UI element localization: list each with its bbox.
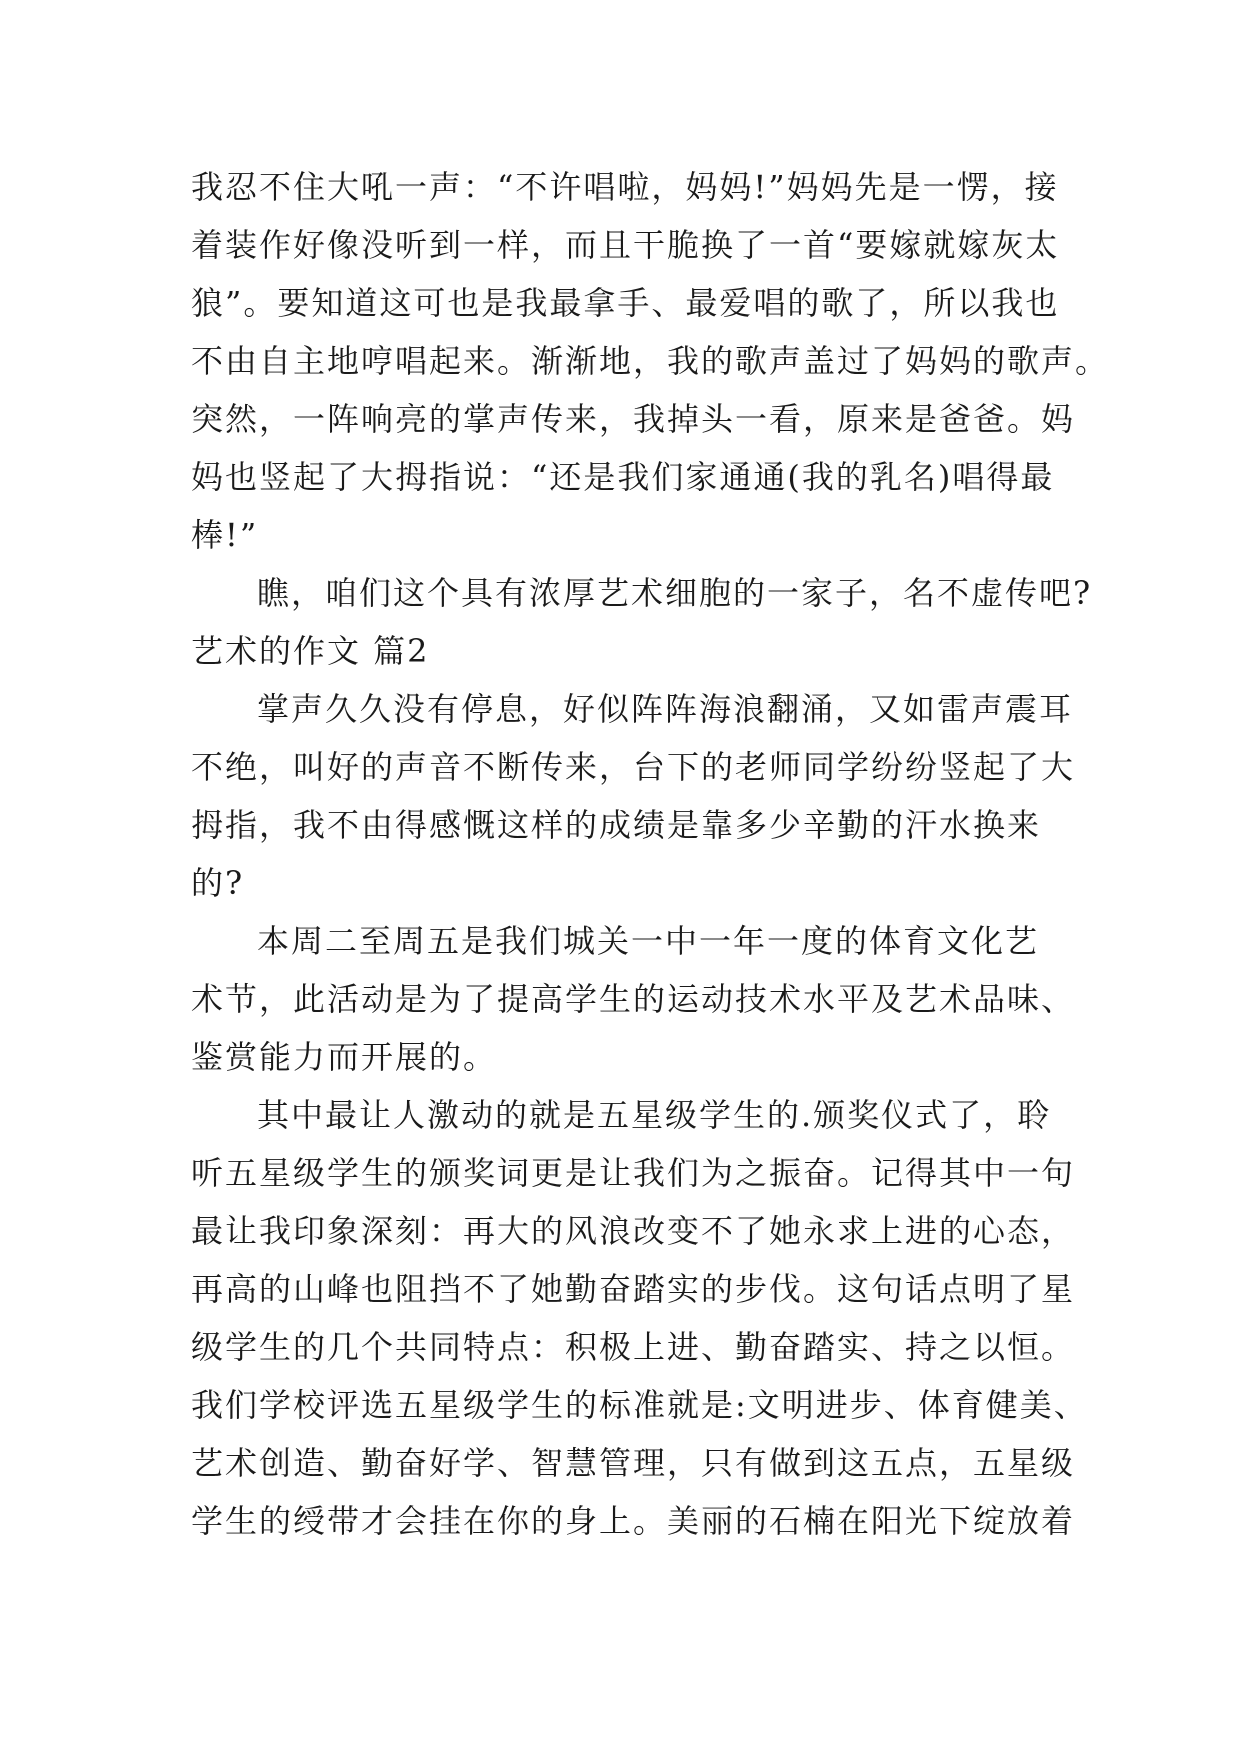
text-line: 棒!” xyxy=(191,516,259,554)
text-line: 拇指，我不由得感慨这样的成绩是靠多少辛勤的汗水换来 xyxy=(191,806,1042,844)
text-line: 瞧，咱们这个具有浓厚艺术细胞的一家子，名不虚传吧? xyxy=(257,574,1093,612)
text-line: 术节，此活动是为了提高学生的运动技术水平及艺术品味、 xyxy=(191,980,1076,1018)
section-heading: 艺术的作文 篇2 xyxy=(191,632,430,670)
text-line: 其中最让人激动的就是五星级学生的.颁奖仪式了，聆 xyxy=(257,1096,1052,1134)
text-line: 听五星级学生的颁奖词更是让我们为之振奋。记得其中一句 xyxy=(191,1154,1076,1192)
paragraph-2 xyxy=(191,564,1093,622)
document-body xyxy=(191,158,1110,1550)
text-line: 我忍不住大吼一声：“不许唱啦，妈妈!”妈妈先是一愣，接 xyxy=(191,168,1059,206)
text-line: 级学生的几个共同特点：积极上进、勤奋踏实、持之以恒。 xyxy=(191,1328,1076,1366)
paragraph-5 xyxy=(191,1086,1088,1550)
paragraph-3 xyxy=(191,680,1076,912)
text-line: 狼”。要知道这可也是我最拿手、最爱唱的歌了，所以我也 xyxy=(191,284,1060,322)
text-line: 本周二至周五是我们城关一中一年一度的体育文化艺 xyxy=(257,922,1040,960)
text-line: 掌声久久没有停息，好似阵阵海浪翻涌，又如雷声震耳 xyxy=(257,690,1074,728)
text-line: 鉴赏能力而开展的。 xyxy=(191,1038,498,1076)
text-line: 再高的山峰也阻挡不了她勤奋踏实的步伐。这句话点明了星 xyxy=(191,1270,1076,1308)
text-line: 学生的绶带才会挂在你的身上。美丽的石楠在阳光下绽放着 xyxy=(191,1502,1076,1540)
text-line: 妈也竖起了大拇指说：“还是我们家通通(我的乳名)唱得最 xyxy=(191,458,1055,496)
text-line: 最让我印象深刻：再大的风浪改变不了她永求上进的心态， xyxy=(191,1212,1076,1250)
text-line: 我们学校评选五星级学生的标准就是:文明进步、体育健美、 xyxy=(191,1386,1088,1424)
text-line: 不绝，叫好的声音不断传来，台下的老师同学纷纷竖起了大 xyxy=(191,748,1076,786)
text-line: 艺术创造、勤奋好学、智慧管理，只有做到这五点，五星级 xyxy=(191,1444,1076,1482)
text-line: 的? xyxy=(191,864,245,902)
text-line: 突然，一阵响亮的掌声传来，我掉头一看，原来是爸爸。妈 xyxy=(191,400,1076,438)
paragraph-1 xyxy=(191,158,1110,564)
text-line: 不由自主地哼唱起来。渐渐地，我的歌声盖过了妈妈的歌声。 xyxy=(191,342,1110,380)
text-line: 着装作好像没听到一样，而且干脆换了一首“要嫁就嫁灰太 xyxy=(191,226,1060,264)
paragraph-4 xyxy=(191,912,1076,1086)
